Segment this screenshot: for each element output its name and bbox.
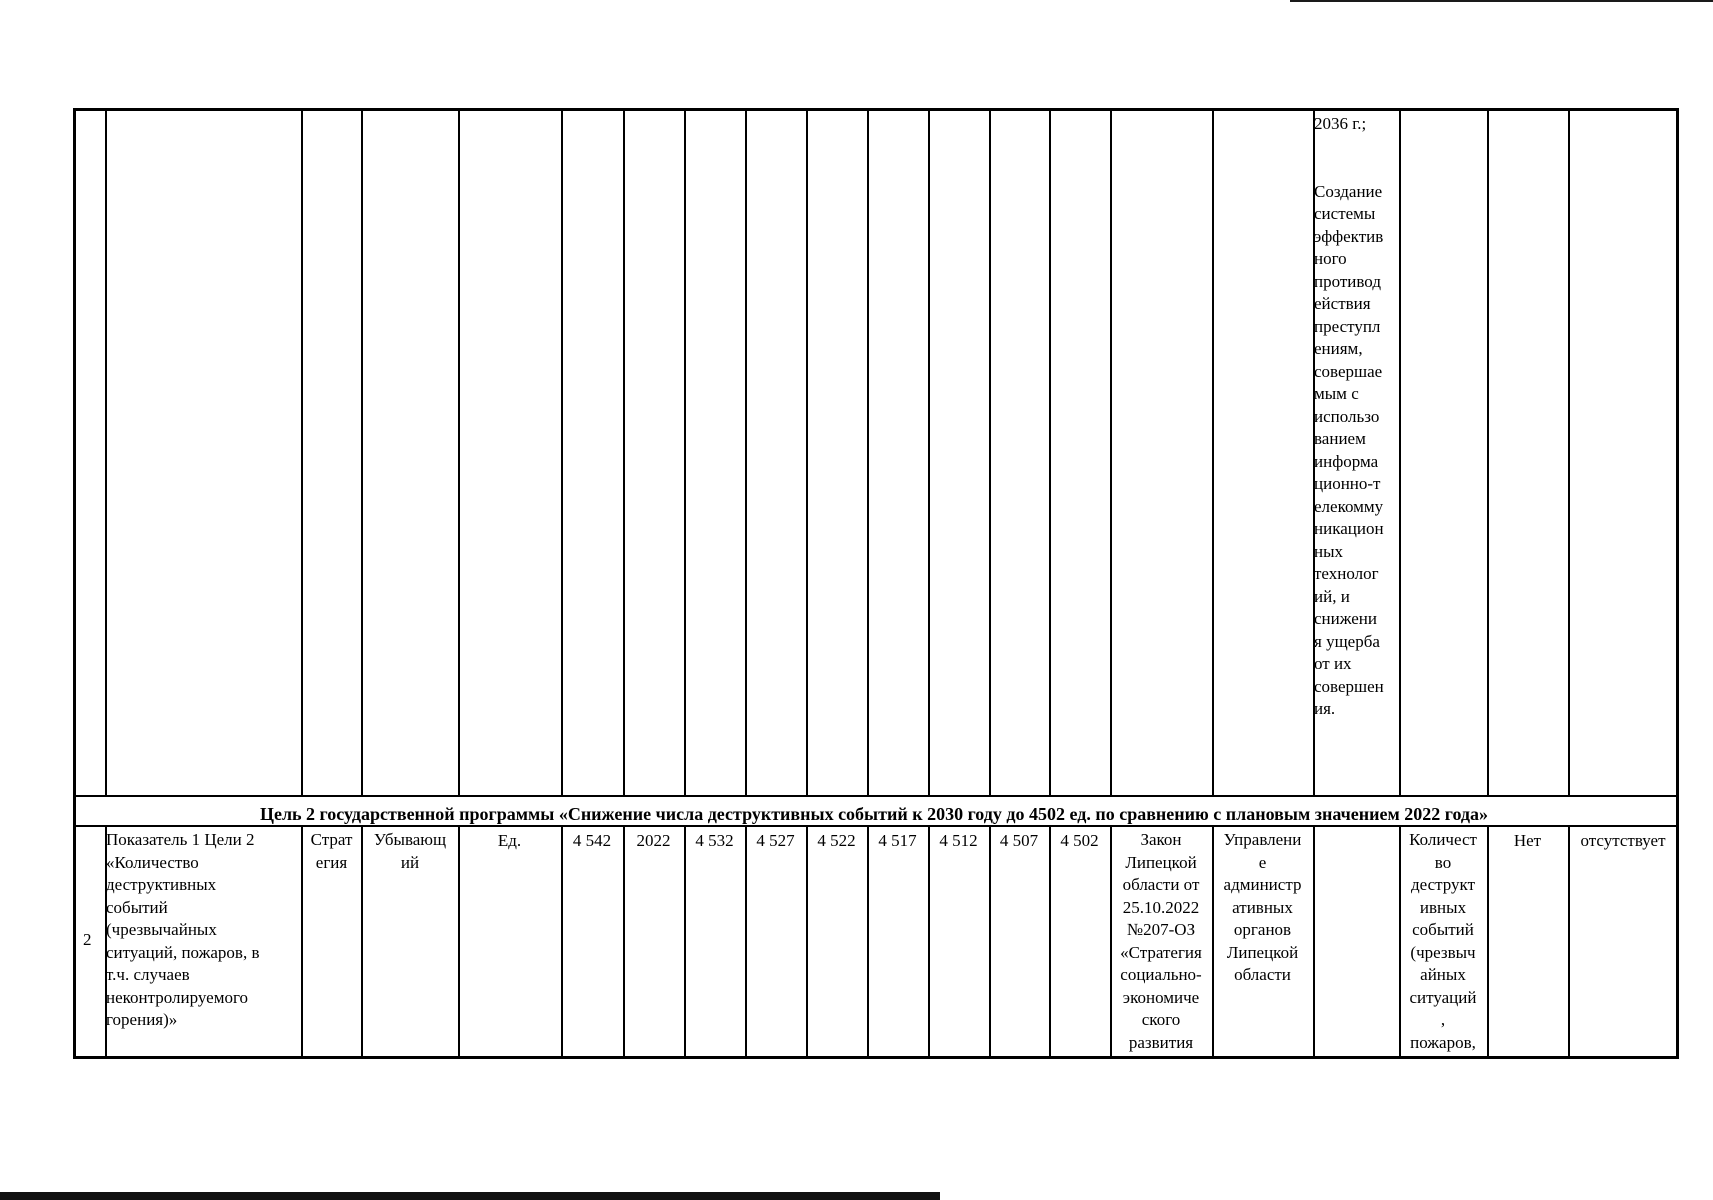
grid-v-col-11-upper <box>989 108 991 795</box>
linked-indicator-line: деструкт <box>1410 875 1476 894</box>
objective-text-line: ванием <box>1314 429 1366 448</box>
grid-v-col-13-upper <box>1110 108 1112 795</box>
grid-v-col-12-lower <box>1049 825 1051 1056</box>
grid-v-col-1-upper <box>301 108 303 795</box>
grid-v-col-8-lower <box>806 825 808 1056</box>
objective-text-line: совершен <box>1314 676 1384 696</box>
indicator-name-line: (чрезвычайных <box>106 920 217 939</box>
responsible-line: органов <box>1233 920 1292 939</box>
grid-v-col-18-upper <box>1568 108 1570 795</box>
indicator-name-line: горения)» <box>106 1010 178 1029</box>
responsible-line: Управлени <box>1223 830 1302 849</box>
objective-text-line: ениям, <box>1314 339 1363 358</box>
responsible-line: области <box>1234 965 1291 984</box>
document-line: социально- <box>1120 965 1202 984</box>
grid-v-col-18-lower <box>1568 825 1570 1056</box>
grid-v-col-4-lower <box>561 825 563 1056</box>
document-line: ского <box>1141 1010 1181 1029</box>
yearly-value-cell: 4 522 <box>817 831 856 850</box>
objective-text-line: эффектив <box>1314 226 1384 246</box>
linked-indicator-line: (чрезвыч <box>1410 942 1476 962</box>
linked-indicator-line: айных <box>1420 965 1466 984</box>
objective-text-line: информа <box>1314 451 1379 471</box>
responsible-line: е <box>1258 852 1267 872</box>
indicator-level-line: Страт <box>310 830 353 849</box>
objective-text-line: снижени <box>1314 609 1378 628</box>
document-line: развития <box>1128 1032 1194 1052</box>
objective-text-line: ий, и <box>1314 586 1350 606</box>
unit-cell: Ед. <box>497 831 522 850</box>
grid-v-col-3-upper <box>458 108 460 795</box>
grid-v-col-5-lower <box>623 825 625 1056</box>
grid-v-col-17-lower <box>1487 825 1489 1056</box>
indicator-name-line: ситуаций, пожаров, в <box>106 942 260 962</box>
grid-v-col-7-upper <box>745 108 747 795</box>
grid-v-col-0-upper <box>105 108 107 795</box>
grid-v-col-6-lower <box>684 825 686 1056</box>
linked-indicator-line: ситуаций <box>1409 987 1477 1007</box>
indicator-name-line: т.ч. случаев <box>106 965 190 984</box>
document-line: области от <box>1122 875 1200 894</box>
objective-text-line: ного <box>1314 249 1347 268</box>
indicator-name-line: событий <box>106 897 168 917</box>
objective-text-line: ционно-т <box>1314 474 1381 493</box>
scan-edge-bottom <box>0 1192 940 1200</box>
grid-v-col-9-upper <box>867 108 869 795</box>
info-system-cell: отсутствует <box>1580 831 1666 850</box>
yearly-value-cell: 4 527 <box>756 831 795 850</box>
grid-v-col-17-upper <box>1487 108 1489 795</box>
document-line: экономиче <box>1122 987 1200 1007</box>
yearly-value-cell: 4 512 <box>939 831 978 850</box>
objective-text-line: ействия <box>1314 294 1371 313</box>
grid-h-goal-bottom <box>73 825 1679 827</box>
grid-v-col-10-lower <box>928 825 930 1056</box>
document-line: Закон <box>1140 830 1182 849</box>
objective-text-line: противод <box>1314 271 1381 291</box>
yearly-value-cell: 4 532 <box>695 831 734 850</box>
objective-text-line: технолог <box>1314 564 1379 583</box>
grid-v-col-16-upper <box>1399 108 1401 795</box>
grid-v-col-8-upper <box>806 108 808 795</box>
indicator-name-line: деструктивных <box>106 875 217 894</box>
objective-text-line: я ущерба <box>1314 631 1380 651</box>
linked-indicator-line: пожаров, <box>1410 1032 1476 1052</box>
yearly-value-cell: 4 507 <box>999 831 1039 850</box>
objective-text-line: ия. <box>1314 699 1336 718</box>
indicator-trend-line: Убывающ <box>373 830 447 849</box>
grid-v-col-9-lower <box>867 825 869 1056</box>
responsible-line: администр <box>1223 875 1302 894</box>
grid-h-bottom <box>73 1056 1679 1059</box>
grid-v-col-12-upper <box>1049 108 1051 795</box>
grid-v-left <box>73 108 76 1059</box>
objective-text-line: совершае <box>1314 361 1383 381</box>
indicator-level-line: егия <box>315 852 348 872</box>
grid-h-top <box>73 108 1679 111</box>
linked-indicator-line: во <box>1434 852 1452 872</box>
linked-indicator-line: Количест <box>1409 830 1477 849</box>
row-number: 2 <box>83 930 92 949</box>
scan-edge-top <box>1290 0 1713 2</box>
goal-row-title: Цель 2 государственной программы «Снижение числа деструктивных событий к 2030 году до 4502 ед. по сравнению с плановым значением 2022 года» <box>259 804 1489 824</box>
yearly-value-cell: 4 502 <box>1060 831 1099 850</box>
objective-text-line: елекомму <box>1314 496 1384 516</box>
objective-text-line: 2036 г.; <box>1314 114 1367 133</box>
objective-text-line: системы <box>1314 204 1376 223</box>
linked-indicator-line: событий <box>1412 920 1474 939</box>
base-value-cell: 4 542 <box>572 831 612 850</box>
objective-text-line: ных <box>1314 541 1344 561</box>
grid-v-col-11-lower <box>989 825 991 1056</box>
yearly-value-cell: 4 517 <box>878 831 917 850</box>
grid-v-col-2-upper <box>361 108 363 795</box>
document-line: 25.10.2022 <box>1122 897 1200 917</box>
objective-text-line: никацион <box>1314 519 1384 538</box>
linked-indicator-line: , <box>1440 1010 1446 1029</box>
grid-v-col-3-lower <box>458 825 460 1056</box>
responsible-line: Липецкой <box>1226 942 1299 962</box>
grid-v-col-7-lower <box>745 825 747 1056</box>
responsible-line: ативных <box>1232 897 1293 917</box>
objective-text-line: Создание <box>1314 181 1383 201</box>
grid-v-col-14-upper <box>1212 108 1214 795</box>
document-line: №207-ОЗ <box>1126 920 1196 939</box>
document-line: Липецкой <box>1125 852 1197 872</box>
gis-flag-cell: Нет <box>1513 831 1542 850</box>
base-year-cell: 2022 <box>636 831 671 850</box>
indicator-name-line: «Количество <box>106 852 199 872</box>
grid-v-col-5-upper <box>623 108 625 795</box>
grid-v-col-6-upper <box>684 108 686 795</box>
grid-v-right <box>1676 108 1679 1059</box>
objective-text-line: от их <box>1314 654 1352 673</box>
document-line: «Стратегия <box>1120 942 1202 962</box>
objective-text-line: преступл <box>1314 316 1381 336</box>
grid-v-col-10-upper <box>928 108 930 795</box>
grid-v-col-4-upper <box>561 108 563 795</box>
linked-indicator-line: ивных <box>1419 897 1467 917</box>
grid-v-col-15-lower <box>1313 825 1315 1056</box>
indicator-name-line: неконтролируемого <box>106 987 249 1007</box>
objective-text-line: мым с <box>1314 384 1359 403</box>
indicator-name-line: Показатель 1 Цели 2 <box>106 830 255 849</box>
objective-text-line: использо <box>1314 406 1380 426</box>
indicator-trend-line: ий <box>400 852 420 872</box>
grid-h-goal-top <box>73 795 1679 797</box>
